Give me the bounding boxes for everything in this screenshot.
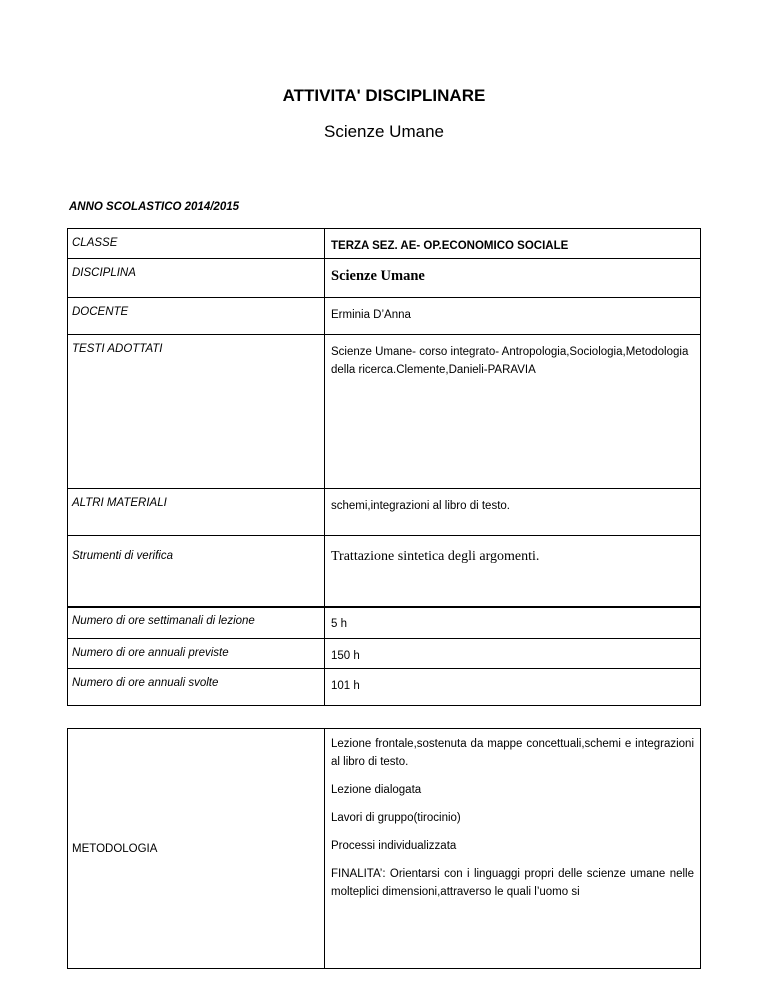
info-label: TESTI ADOTTATI — [68, 335, 325, 489]
methodology-item: Processi individualizzata — [331, 840, 457, 852]
table-row — [68, 335, 701, 489]
page-subtitle: Scienze Umane — [323, 122, 444, 141]
methodology-item: FINALITA’: Orientarsi con i linguaggi propri delle scienze umane nelle molteplici dimensioni,attraverso le quali l’uomo si — [331, 868, 694, 898]
info-label: ALTRI MATERIALI — [68, 489, 325, 536]
page-title: ATTIVITA' DISCIPLINARE — [282, 86, 486, 105]
info-value: TERZA SEZ. AE- OP.ECONOMICO SOCIALE — [325, 229, 701, 259]
info-value: Scienze Umane- corso integrato- Antropologia,Sociologia,Metodologia della ricerca.Clemente,Danieli-PARAVIA — [325, 335, 701, 489]
table-row — [68, 229, 701, 259]
methodology-item: Lezione dialogata — [331, 784, 422, 796]
hours-value: 150 h — [325, 639, 701, 669]
table-row — [68, 536, 701, 608]
methodology-label: METODOLOGIA — [68, 729, 325, 969]
school-year: ANNO SCOLASTICO 2014/2015 — [69, 201, 240, 213]
table-row — [68, 639, 701, 669]
methodology-content — [325, 729, 701, 969]
info-value: Erminia D’Anna — [325, 298, 701, 335]
hours-value: 101 h — [325, 669, 701, 706]
info-label: DISCIPLINA — [68, 259, 325, 298]
hours-label: Numero di ore annuali previste — [68, 639, 325, 669]
methodology-item: Lezione frontale,sostenuta da mappe concettuali,schemi e integrazioni al libro di testo. — [331, 738, 694, 768]
info-label: Strumenti di verifica — [68, 536, 325, 608]
info-label: CLASSE — [68, 229, 325, 259]
methodology-table — [67, 728, 701, 969]
table-row — [68, 607, 701, 639]
info-value: Scienze Umane — [325, 259, 701, 298]
info-value: Trattazione sintetica degli argomenti. — [325, 536, 701, 608]
info-value: schemi,integrazioni al libro di testo. — [325, 489, 701, 536]
hours-label: Numero di ore settimanali di lezione — [68, 607, 325, 639]
table-row — [68, 729, 701, 969]
table-row — [68, 669, 701, 706]
hours-value: 5 h — [325, 607, 701, 639]
methodology-item: Lavori di gruppo(tirocinio) — [331, 812, 461, 824]
table-row — [68, 298, 701, 335]
table-row — [68, 489, 701, 536]
info-table — [67, 228, 701, 608]
hours-label: Numero di ore annuali svolte — [68, 669, 325, 706]
table-row — [68, 259, 701, 298]
info-label: DOCENTE — [68, 298, 325, 335]
hours-table — [67, 606, 701, 706]
